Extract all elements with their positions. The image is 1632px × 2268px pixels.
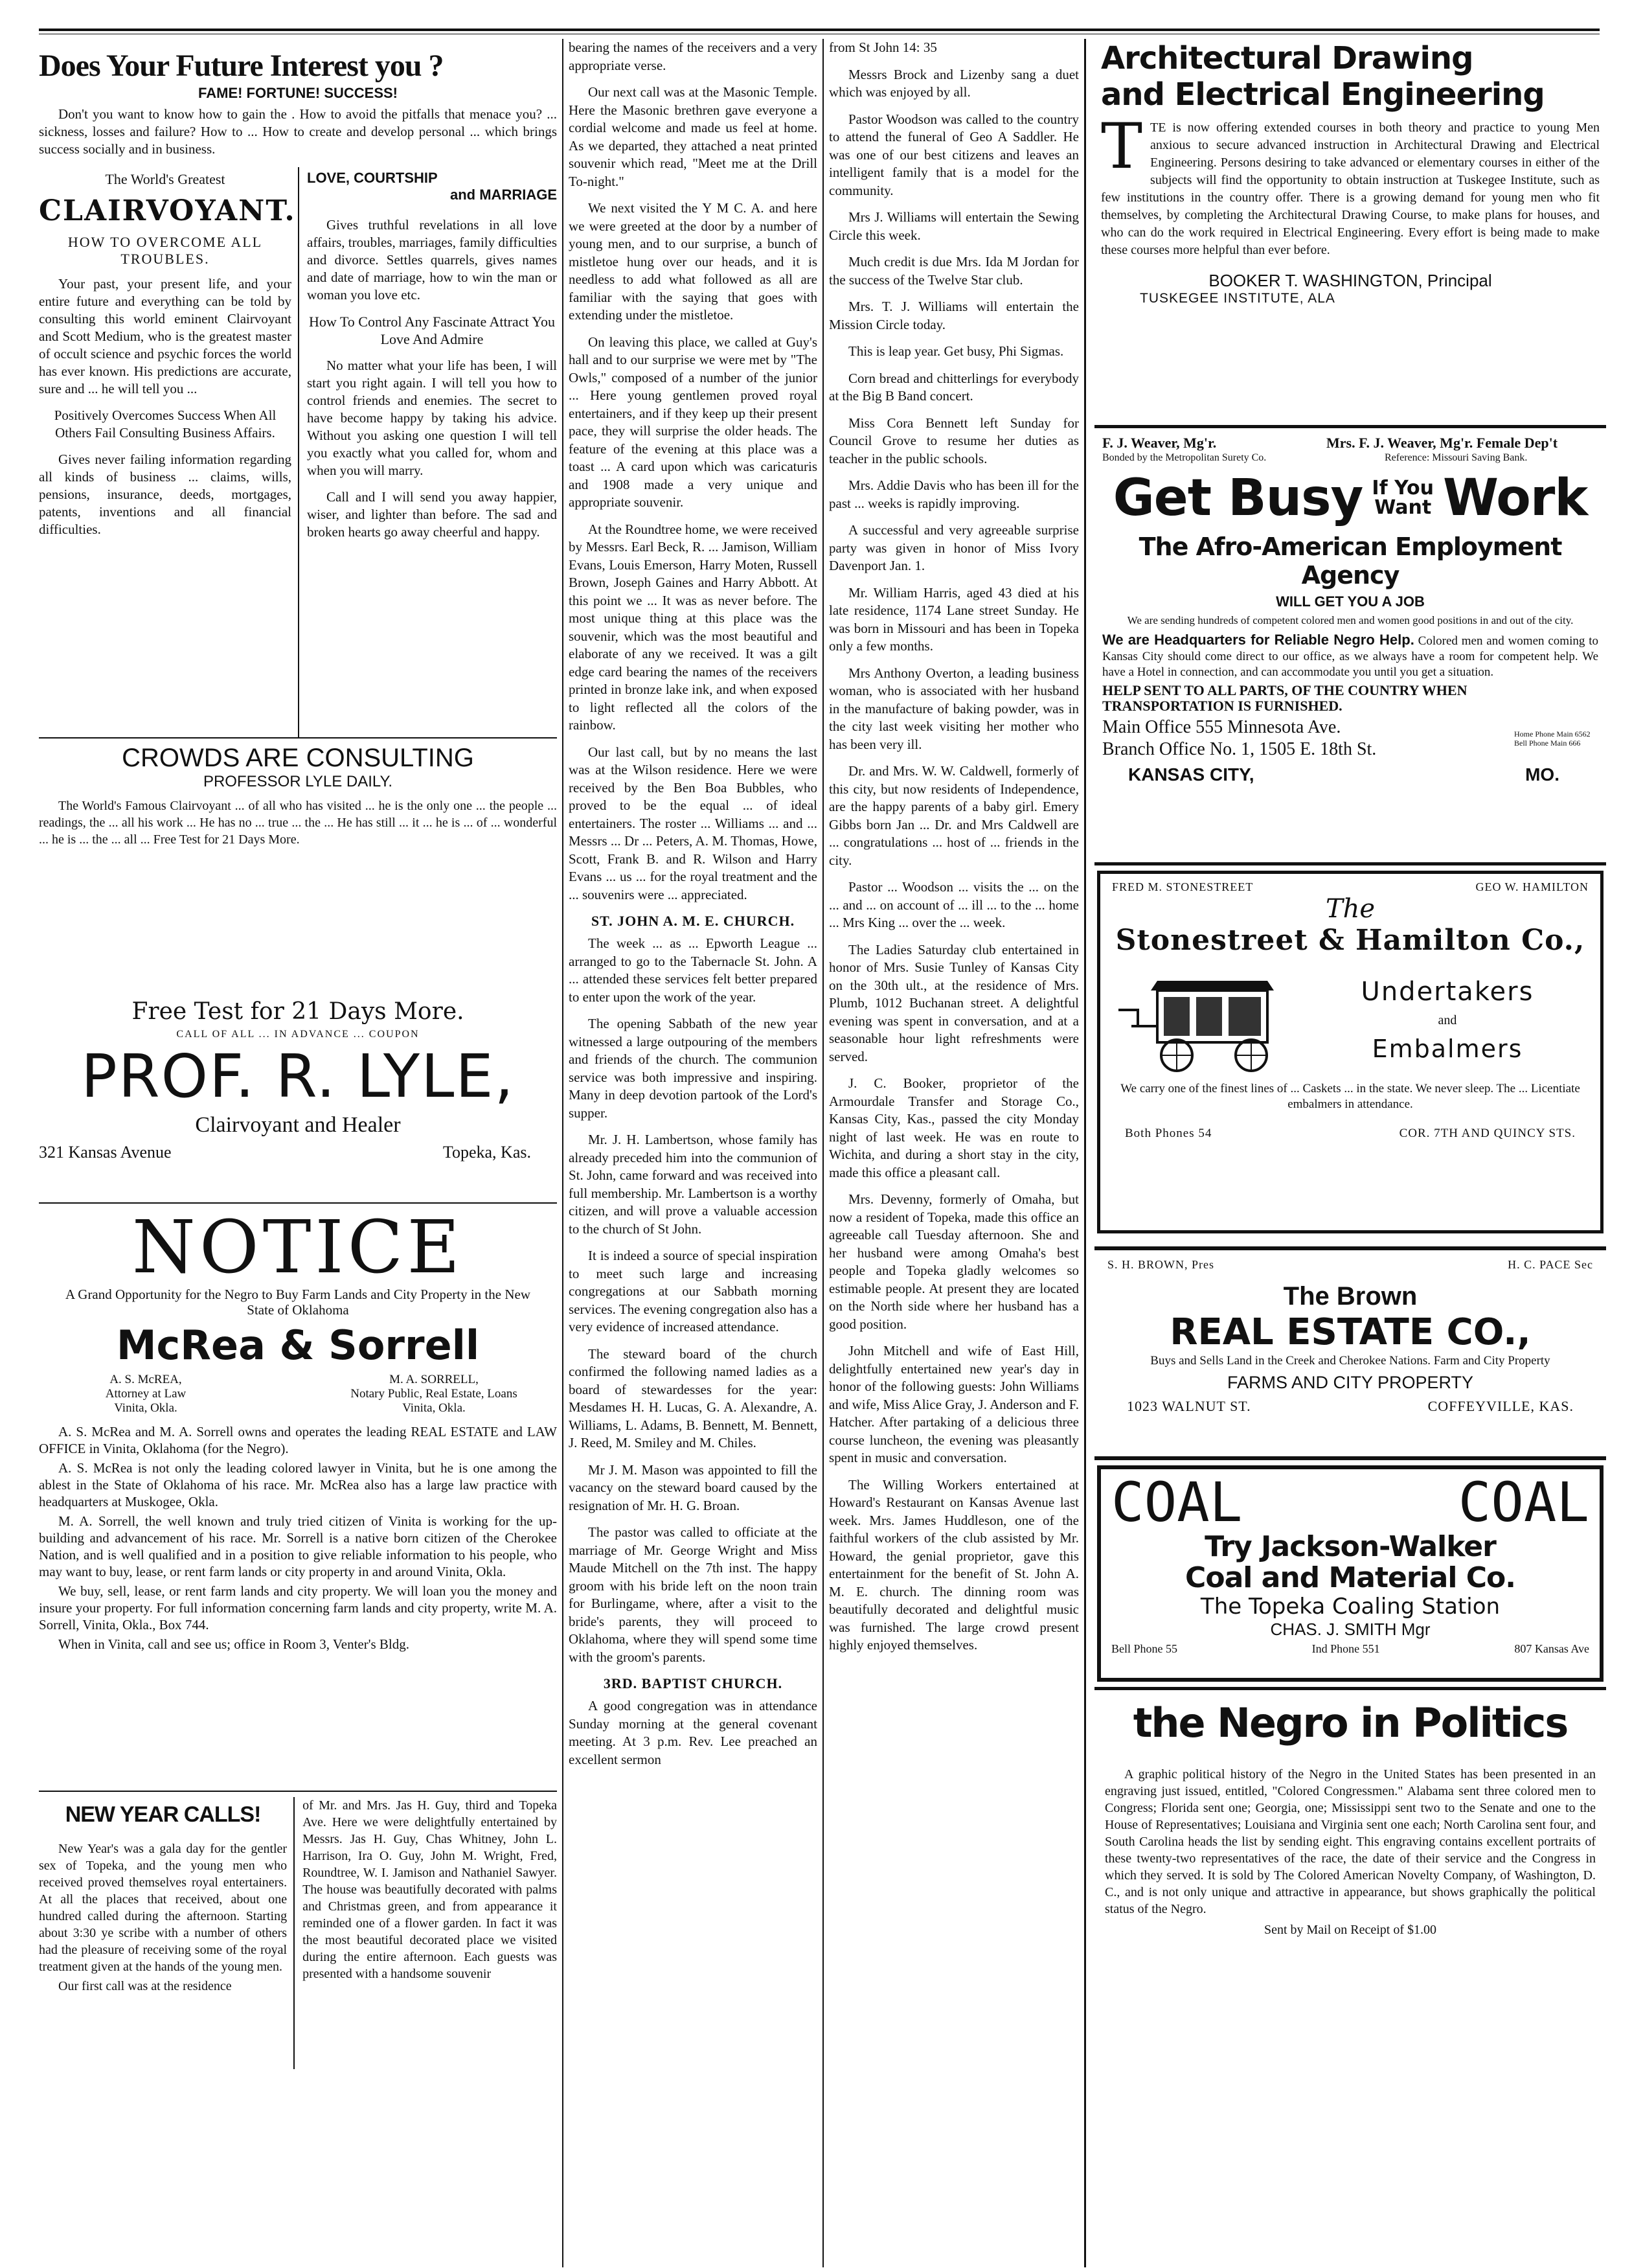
und-role-block [1306, 977, 1589, 1063]
emp-managers [1102, 435, 1598, 464]
column-2 [569, 39, 817, 2267]
emp-para-2 [1102, 632, 1598, 680]
und-embalmers: Embalmers [1372, 1034, 1523, 1063]
notice-para-2: A. S. McRea is not only the leading colored lawyer in Vinita, but he is one among the ablest in the State of Oklahoma of his race. Mr. McRea also has a large law practice with headquarters at Muskogee, Okla. [39, 1460, 557, 1509]
notice-para-4: We buy, sell, lease, or rent farm lands and city property. We will loan you the money and insure your property. For full information concerning farm lands and city property, write M. A. Sorrell, Vinita, Okla., Box 744. [39, 1583, 557, 1632]
und-phones: Both Phones 54 [1125, 1127, 1212, 1140]
emp-will-get: WILL GET YOU A JOB [1276, 593, 1425, 610]
newyear-para-2: Our first call was at the residence [58, 1979, 232, 1993]
emp-offices [1102, 716, 1598, 761]
clair-para-1: Your past, your present life, and your entire future and everything can be told by consulting this world eminent Clairvoyant and Scott Medium, who is the greatest master of occult science and psychic forces the world has ever known. His predictions are accurate, sure and ... he will tell you ... [39, 276, 291, 396]
coal-ind-phone: Ind Phone 551 [1311, 1642, 1380, 1655]
coal-company: Coal and Material Co. [1185, 1561, 1515, 1594]
col3-para-15: Pastor ... Woodson ... visits the ... on the ... and ... on account of ... ill ... to the ... home ... Mrs King ... over the ... week. [829, 879, 1079, 930]
newyear-para-1: New Year's was a gala day for the gentler sex of Topeka, and the young men who received proved themselves royal entertainers. At all the places that received, about one hundred called during the afternoon. Starting about 3:30 ye scribe with a number of others had the pleasure of receiving some of the royal treatment given at the hands of the young men. [39, 1842, 288, 1974]
col3-para-12: Mr. William Harris, aged 43 died at his late residence, 1174 Lane street Sunday. He was born in Missouri and has been in Topeka only a few months. [829, 584, 1079, 654]
col3-para-17: J. C. Booker, proprietor of the Armourdale Transfer and Storage Co., Kansas City, Kas., passed the city Monday night of last week. He was en route to Wichita, and during a short stay in the city, made this office a pleasant call. [829, 1075, 1079, 1180]
col2-para-4: On leaving this place, we called at Guy's hall and to our surprise we were met by "The Owls," composed of a number of the junior ... Here young gentlemen proved royal entertainers, and if they keep up their present pace, they will surprise the older heads. The feature of the evening at this place was a toast ... A card upon which was caricaturis and 1908 made a very unique and appropriate souvenir. [569, 334, 817, 510]
col2-para-12: Mr J. M. Mason was appointed to fill the vacancy on the steward board caused by the resignation of Mr. H. G. Broan. [569, 1461, 817, 1513]
column-4 [1094, 39, 1606, 2267]
politics-body: A graphic political history of the Negro in the United States has been presented in an engraving just issued, entitled, "Colored Congressmen." Alabama sent three colored men to Congress; Florida sent one; Georgia, one; Mississippi sent two to the Senate and one to the House of Representatives; Louisiana and Virginia sent one each; North Carolina sent four, and South Carolina heads the list by sending eight. This engraving contains excellent portraits of these twenty-two representatives of the race, the date of their service and the Congress in which they served. It is sold by The Colored American Novelty Company, of Washington, D. C., and is not only unique and attractive in appearance, but shows graphically the political status of the Negro. [1105, 1767, 1596, 1916]
col2-para-11: The steward board of the church confirmed the following named ladies as a board of stewardesses for the year: Mesdames H. H. Lucas, G. A. Alexandre, A. Williams, L. Adams, B. Bennett, M. Bennett, J. Reed, M. Smiley and M. Chiles. [569, 1346, 817, 1450]
arch-dropcap: T [1101, 110, 1143, 183]
re-para: Buys and Sells Land in the Creek and Cherokee Nations. Farm and City Property [1150, 1354, 1550, 1368]
undertakers-ad [1097, 871, 1604, 1233]
notice-title: NOTICE [131, 1206, 464, 1290]
col3-para-6: Mrs. T. J. Williams will entertain the Mission Circle today. [829, 299, 1079, 332]
architecture-ad [1094, 40, 1606, 422]
col2-para-7: The week ... as ... Epworth League ... arranged to go to the Tabernacle St. John. A ... attended these services felt better prepared to enter upon the work of the year. [569, 935, 817, 1005]
lyle-address-row [39, 1138, 557, 1162]
col3-para-1: from St John 14: 35 [829, 40, 937, 55]
re-president: S. H. BROWN, Pres [1107, 1258, 1215, 1271]
notice-subtitle: A Grand Opportunity for the Negro to Buy Farm Lands and City Property in the New State of Oklahoma [65, 1287, 530, 1318]
notice-right-name: M. A. SORRELL, [389, 1373, 479, 1386]
notice-left-name: A. S. McREA, [109, 1373, 182, 1386]
notice-para-1: A. S. McRea and M. A. Sorrell owns and operates the leading REAL ESTATE and LAW OFFICE in Vinita, Oklahoma (for the Negro). [39, 1424, 557, 1456]
und-para: We carry one of the finest lines of ... Caskets ... in the state. We never sleep. The ... Licentiate embalmers in attendance. [1120, 1082, 1580, 1111]
col2-para-2: Our next call was at the Masonic Temple. Here the Masonic brethren gave everyone a cordial welcome and made us feel at home. As we departed, they attached a neat printed souvenir which read, "Meet me at the Drill To-night." [569, 84, 817, 189]
lyle-address: 321 Kansas Avenue [39, 1143, 172, 1162]
notice-partners [39, 1373, 557, 1415]
future-body: Don't you want to know how to gain the . How to avoid the pitfalls that menace you? ... sickness, losses and failure? How to ... How to create and develop personal ... which brings success socially and in business. [39, 106, 557, 157]
re-footer [1107, 1393, 1593, 1415]
clair-kicker: The World's Greatest [105, 171, 225, 187]
employment-ad [1094, 435, 1606, 862]
clair-para-3: Gives never failing information regarding all kinds of business ... claims, wills, pensions, insurance, deeds, mortgages, patents, inventions and all financial difficulties. [39, 452, 291, 537]
coal-try: Try Jackson-Walker [1205, 1530, 1496, 1563]
notice-left-role: Attorney at Law [105, 1387, 187, 1401]
col3-para-19: John Mitchell and wife of East Hill, delightfully entertained new year's day in honor of the following guests: John Williams and wife, Miss Alice Gray, J. Anderson and F. Hatcher. After partaking of a delicious three course luncheon, the evening was pleasantly spent in music and conversation. [829, 1343, 1079, 1465]
emp-branch-office: Branch Office No. 1, 1505 E. 18th St. [1102, 739, 1377, 759]
col-rule-1 [562, 39, 563, 2267]
emp-headquarters: We are Headquarters for Reliable Negro Help. [1102, 632, 1414, 648]
emp-if-you-want [1372, 479, 1434, 518]
notice-para-5: When in Vinita, call and see us; office in Room 3, Venter's Bldg. [58, 1636, 410, 1652]
emp-help-sent: HELP SENT TO ALL PARTS, OF THE COUNTRY WHEN TRANSPORTATION IS FURNISHED. [1102, 682, 1468, 714]
col2-para-9: Mr. J. H. Lambertson, whose family has already preceded him into the communion of St. John, came forward and was received into full membership. Mr. Lambertson is a worthy citizen, and will prove a valuable accession to the church of St John. [569, 1132, 817, 1237]
re-address: 1023 WALNUT ST. [1127, 1398, 1251, 1414]
col3-para-9: Miss Cora Bennett left Sunday for Council Grove to resume her duties as teacher in the public schools. [829, 415, 1079, 466]
und-owner-right: GEO W. HAMILTON [1475, 880, 1589, 893]
st-john-heading: ST. JOHN A. M. E. CHURCH. [591, 913, 795, 929]
col-rule-3 [1084, 39, 1086, 2267]
lyle-role: Clairvoyant and Healer [195, 1113, 401, 1137]
coal-ad [1097, 1465, 1604, 1682]
col2-para-10: It is indeed a source of special inspiration to meet such large and increasing congregations at our Sabbath morning services. The evening congregation also has a very evidence of increased attendance. [569, 1248, 817, 1334]
future-title: Does Your Future Interest you ? [39, 49, 444, 83]
col3-para-18: Mrs. Devenny, formerly of Omaha, but now a resident of Topeka, made this office an agreeable call Tuesday afternoon. She and her husband were among Omaha's best people and Topeka gladly welcomes so estimable people. At present they are located on the North side where her husband has a good position. [829, 1191, 1079, 1332]
col2-para-13: The pastor was called to officiate at the marriage of Mr. George Wright and Miss Maude Mitchell on the 7th inst. The happy groom with his bride left on the noon train for Burlingame, where, after a visit to the bride's parents, they will proceed to Oklahoma, where they will spend some time with the groom's parents. [569, 1524, 817, 1665]
newyear-article [39, 1797, 557, 2069]
col2-para-5: At the Roundtree home, we were received by Messrs. Earl Beck, R. ... Jamison, William Evans, Louis Emerson, Harry Moten, Russell Brown, Joseph Gaines and Harry Abbott. At this point we ... It was as never before. The most unique thing at this place was the souvenir, which was the most beautiful and elaborate of any we received. It was a gilt edge card bearing the names of the receivers printed in bronze lake ink, and when exposed to light reflected all the colors of the rainbow. [569, 521, 817, 733]
col3-para-13: Mrs Anthony Overton, a leading business woman, who is associated with her husband in the manufacture of baking powder, was in the city last week visiting her mother who has been very ill. [829, 665, 1079, 752]
und-the: The [1325, 894, 1376, 924]
emp-para-1: We are sending hundreds of competent colored men and women good positions in and out of the city. [1127, 614, 1574, 626]
clair-love-row [39, 167, 557, 737]
col3-para-4: Mrs J. Williams will entertain the Sewing Circle this week. [829, 209, 1079, 243]
crowds-body: The World's Famous Clairvoyant ... of all who has visited ... he is the only one ... the people ... readings, the ... all his work ... He has no ... true ... the ... He has still ... it ... he is ... of ... wonderful ... he is ... the ... all ... Free Test for 21 Days More. [39, 799, 557, 847]
emp-mgr-right-name: Mrs. F. J. Weaver, Mg'r. Female Dep't [1326, 435, 1558, 451]
coal-right: COAL [1458, 1471, 1589, 1534]
notice-para-3: M. A. Sorrell, the well known and truly tried citizen of Vinita is working for the up-building and advancement of his race. Mr. Sorrell is a native born citizen of the Cherokee Nation, and is well qualified and in a position to give reliable information to his people, who may want to buy, lease, or rent farm lands or city property in and around Vinita, Okla. [39, 1513, 557, 1579]
politics-ad [1094, 1699, 1606, 1938]
newyear-left [39, 1797, 295, 2069]
emp-manager-left [1102, 435, 1316, 464]
col3-para-7: This is leap year. Get busy, Phi Sigmas. [848, 343, 1064, 359]
love-para-2: No matter what your life has been, I will start you right again. I will tell you how to control friends and enemies. The secret to have become happy by taking his advice. Without you asking one question I will tell you exactly what you called for, whom and when you will marry. [307, 358, 557, 478]
arch-title-2: and Electrical Engineering [1101, 76, 1545, 113]
love-para-3: Call and I will send you away happier, wiser, and lighter than before. The sad and broken hearts go away cheerful and happy. [307, 489, 557, 540]
notice-right-city: Vinita, Okla. [402, 1401, 466, 1415]
lyle-name: PROF. R. LYLE, [81, 1042, 515, 1111]
und-name: Stonestreet & Hamilton Co., [1115, 924, 1585, 957]
notice-firm: McRea & Sorrell [116, 1322, 480, 1369]
notice-right-role: Notary Public, Real Estate, Loans [350, 1387, 517, 1401]
column-1 [39, 45, 557, 2267]
love-title: LOVE, COURTSHIP [307, 170, 438, 186]
col3-para-10: Mrs. Addie Davis who has been ill for the past ... weeks is rapidly improving. [829, 477, 1079, 511]
newyear-title: NEW YEAR CALLS! [65, 1802, 261, 1827]
und-address: COR. 7TH AND QUINCY STS. [1399, 1127, 1576, 1140]
clairvoyant-ad [39, 167, 299, 737]
lyle-ad [39, 744, 557, 1197]
emp-mgr-right-ref: Reference: Missouri Saving Bank. [1385, 452, 1528, 463]
col3-para-8: Corn bread and chitterlings for everybody at the Big B Band concert. [829, 370, 1079, 404]
und-owner-left: FRED M. STONESTREET [1112, 880, 1254, 893]
emp-phone: Home Phone Main 6562 Bell Phone Main 666 [1514, 729, 1591, 748]
col2-para-14: A good congregation was in attendance Sunday morning at the general covenant meeting. At 3 p.m. Rev. Lee preached an excellent sermon [569, 1698, 817, 1767]
arch-body: TE is now offering extended courses in both theory and practice to young Men anxious to secure advanced instruction in Architectural Drawing and Electrical Engineering. Persons desiring to take advanced or elementary courses in either of the subjects will find the opportunity to obtain instruction at Tuskegee Institute, such as few institutions in the country offer. There is a growing demand for young men who fit themselves, by completing the Architectural Drawing Course, to make plans for houses, and who can do the work required in Electrical Engineering. Every effort is being made to make these courses more helpful than ever before. [1101, 120, 1600, 257]
notice-partner-left [39, 1373, 253, 1415]
col2-para-6: Our last call, but by no means the last was at the Wilson residence. Here we were received by the Ben Boa Bubbles, who proved to be the equal ... of ideal entertainers. The roster ... Williams ... and ... Messrs ... Dr ... Peters, A. M. Thomas, Howe, Scott, Frank B. and R. Wilson and Harry Evans ... us ... for the royal treatment and the ... souvenirs were ... appreciated. [569, 744, 817, 902]
re-secretary: H. C. PACE Sec [1508, 1258, 1593, 1271]
col3-para-14: Dr. and Mrs. W. W. Caldwell, formerly of this city, but now residents of Independence, are the happy parents of a baby girl. Emery Gibbs born Jan ... Dr. and Mrs Caldwell are ... congratulations ... host of ... friends in the city. [829, 763, 1079, 868]
arch-body-wrap [1101, 110, 1600, 259]
re-farms: FARMS AND CITY PROPERTY [1227, 1373, 1474, 1392]
und-footer [1112, 1127, 1589, 1141]
love-para-1: Gives truthful revelations in all love affairs, troubles, marriages, family difficulties and divorce. Settles quarrels, gives names and date of marriage, how to win the man or woman you love etc. [307, 217, 557, 303]
politics-send: Sent by Mail on Receipt of $1.00 [1264, 1923, 1437, 1937]
col2-para-8: The opening Sabbath of the new year witnessed a large outpouring of the members and friends of the church. The communion service was both impressive and inspiring. Many in deep devotion partook of the Lord's supper. [569, 1016, 817, 1121]
emp-headline [1102, 469, 1598, 527]
emp-mgr-left-bond: Bonded by the Metropolitan Surety Co. [1102, 452, 1267, 463]
crowds-title: CROWDS ARE CONSULTING [122, 744, 474, 772]
rule-undertakers [1094, 862, 1606, 865]
col3-para-11: A successful and very agreeable surprise party was given in honor of Miss Ivory Davenport Jan. 1. [829, 522, 1079, 573]
col2-para-3: We next visited the Y M C. A. and here we were greeted at the door by a number of young men, and to our surprise, a bunch of mistletoe hung over our heads, and it is needless to add what followed as all are familiar with the saying that goes with extending under the mistletoe. [569, 200, 817, 323]
arch-signature: BOOKER T. WASHINGTON, Principal [1208, 271, 1492, 290]
emp-para-2-body: Colored men and women coming to Kansas City should come direct to our office, as we always have a room for competent help. We have a Hotel in connection, and can accommodate you until you get a situation. [1102, 634, 1599, 679]
coal-station: The Topeka Coaling Station [1200, 1594, 1501, 1620]
coal-header [1111, 1471, 1589, 1534]
hearse-icon [1112, 965, 1306, 1075]
und-and: and [1438, 1013, 1457, 1027]
emp-state: MO. [1525, 764, 1559, 785]
emp-want: Want [1374, 496, 1432, 519]
arch-title-1: Architectural Drawing [1101, 40, 1473, 76]
crowds-subtitle: PROFESSOR LYLE DAILY. [203, 773, 393, 790]
emp-get-busy: Get Busy [1113, 469, 1363, 527]
love-heading-2: How To Control Any Fascinate Attract You Love And Admire [309, 314, 555, 347]
rule-employment [1094, 425, 1606, 428]
newyear-right [295, 1797, 557, 2069]
col3-para-16: The Ladies Saturday club entertained in honor of Mrs. Susie Tunley of Kansas City on the 30th ult., at the residence of Mrs. Plumb, 1012 Buchanan street. A delightful evening was spent in conversation, and at a seasonable hour light refreshments were served. [829, 941, 1079, 1064]
und-hearse-row [1112, 965, 1589, 1075]
emp-work: Work [1443, 469, 1588, 527]
notice-ad [39, 1206, 557, 1785]
col3-para-2: Messrs Brock and Lizenby sang a duet which was enjoyed by all. [829, 66, 1079, 100]
und-role: Undertakers [1361, 976, 1534, 1007]
und-owners [1112, 880, 1589, 894]
newyear-para-3: of Mr. and Mrs. Jas H. Guy, third and Topeka Ave. Here we were delightfully entertained by Messrs. Jas H. Guy, Chas Whitney, John L. Harrison, Ira O. Guy, John M. Wright, Fred, Roundtree, W. I. Jamison and Nathaniel Sawyer. The house was beautifully decorated with palms and Christmas green, and from appearance it reminded one of a flower garden. In fact it was the most beautiful decorated place we visited during the entire afternoon. Each guests was presented with a handsome souvenir [302, 1798, 557, 1981]
rule-coal [1094, 1456, 1606, 1460]
love-ad [299, 167, 557, 737]
rule-newyear [39, 1791, 557, 1792]
col-rule-2 [822, 39, 824, 2267]
politics-title: the Negro in Politics [1133, 1699, 1568, 1747]
emp-agency: The Afro-American Employment Agency [1139, 533, 1562, 590]
rule-crowds [39, 737, 557, 739]
arch-institute: TUSKEGEE INSTITUTE, ALA [1140, 291, 1335, 306]
emp-city: KANSAS CITY, [1128, 764, 1254, 785]
coal-address: 807 Kansas Ave [1514, 1642, 1589, 1655]
lyle-city: Topeka, Kas. [442, 1143, 531, 1162]
coal-footer [1111, 1642, 1589, 1656]
baptist-heading: 3RD. BAPTIST CHURCH. [603, 1675, 783, 1691]
re-the-brown: The Brown [1283, 1282, 1418, 1311]
emp-mgr-left-name: F. J. Weaver, Mg'r. [1102, 435, 1217, 451]
emp-city-row [1102, 761, 1598, 785]
re-name: REAL ESTATE CO., [1170, 1311, 1531, 1353]
col3-para-3: Pastor Woodson was called to the country to attend the funeral of Geo A Saddler. He was one of our best citizens and leaves an intelligent family that is a model for the community. [829, 111, 1079, 198]
emp-office-lines [1102, 716, 1376, 761]
clair-subtitle: HOW TO OVERCOME ALL TROUBLES. [67, 234, 263, 267]
coal-bell-phone: Bell Phone 55 [1111, 1642, 1177, 1655]
col3-para-20: The Willing Workers entertained at Howard's Restaurant on Kansas Avenue last week. Mrs. James Huddleson, one of the faithful workers of the club assisted by Mr. Howard, the genial proprietor, gave this entertainment for the benefit of St. John A. M. E. church. The dinning room was beautifully decorated and delightful music was furnished. The large crowd present highly enjoyed themselves. [829, 1476, 1079, 1653]
coal-left: COAL [1111, 1471, 1243, 1534]
rule-notice [39, 1202, 557, 1204]
love-title-2: and MARRIAGE [450, 187, 557, 203]
emp-if-you: If You [1372, 477, 1434, 499]
col2-para-1: bearing the names of the receivers and a very appropriate verse. [569, 40, 817, 73]
rule-politics [1094, 1687, 1606, 1690]
future-ad [39, 48, 557, 158]
clair-para-2: Positively Overcomes Success When All Others Fail Consulting Business Affairs. [54, 407, 277, 441]
rule-real-estate [1094, 1246, 1606, 1250]
real-estate-ad [1094, 1258, 1606, 1452]
emp-manager-right [1326, 435, 1598, 464]
re-officers [1107, 1258, 1593, 1272]
re-city: COFFEYVILLE, KAS. [1427, 1398, 1574, 1414]
notice-partner-right [311, 1373, 557, 1415]
free-test: Free Test for 21 Days More. [131, 998, 464, 1025]
emp-main-office: Main Office 555 Minnesota Ave. [1102, 717, 1341, 737]
future-subtitle: FAME! FORTUNE! SUCCESS! [198, 85, 398, 101]
col3-para-5: Much credit is due Mrs. Ida M Jordan for the success of the Twelve Star club. [829, 254, 1079, 288]
column-3 [829, 39, 1079, 2267]
clair-title: CLAIRVOYANT. [39, 194, 296, 227]
lyle-small: CALL OF ALL ... IN ADVANCE ... COUPON [176, 1029, 420, 1040]
top-rule [39, 29, 1600, 31]
coal-manager: CHAS. J. SMITH Mgr [1270, 1620, 1431, 1639]
notice-left-city: Vinita, Okla. [114, 1401, 177, 1415]
